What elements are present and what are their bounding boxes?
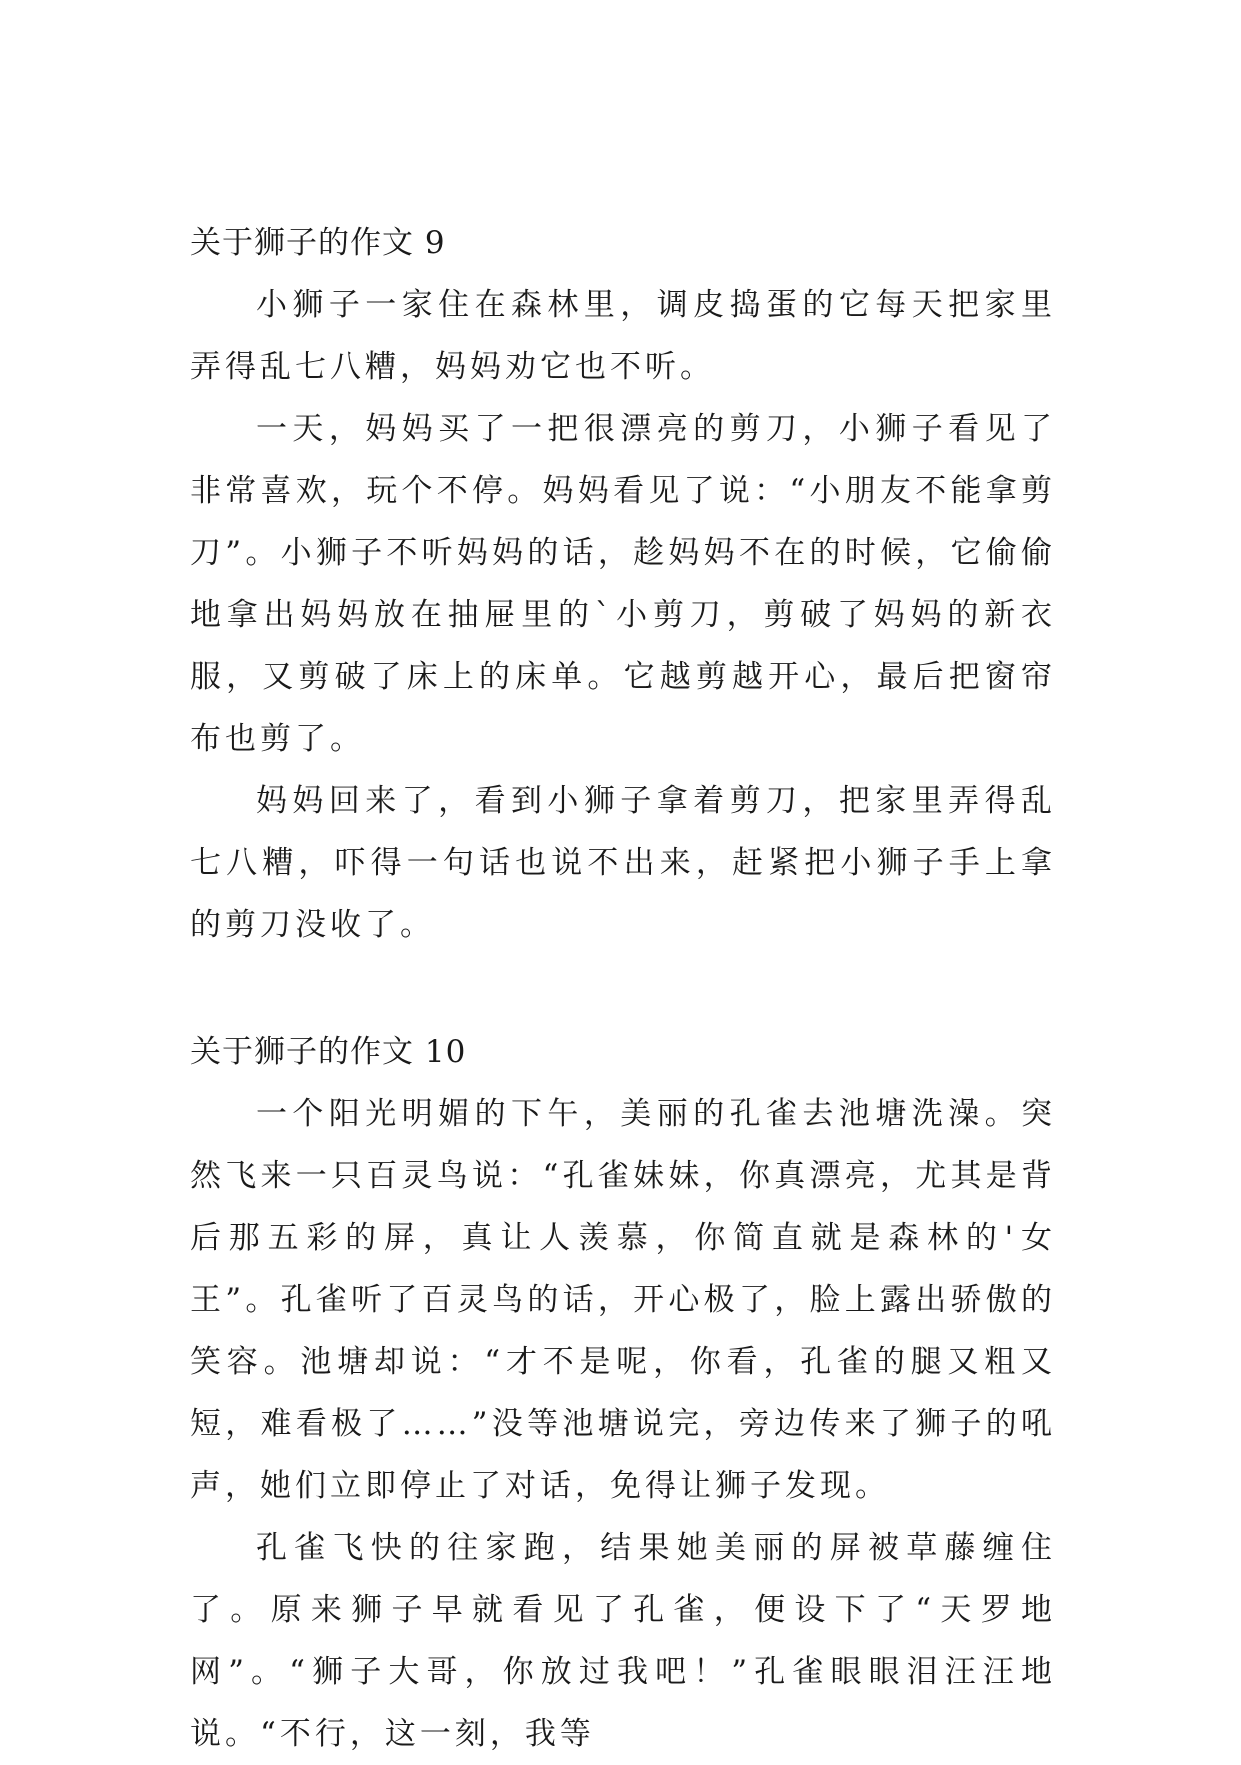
essay-section-10 xyxy=(190,1021,1056,1765)
paragraph: 妈妈回来了，看到小狮子拿着剪刀，把家里弄得乱七八糟，吓得一句话也说不出来，赶紧把小狮子手上拿的剪刀没收了。 xyxy=(190,783,1056,943)
section-title: 关于狮子的作文 9 xyxy=(190,225,446,261)
section-title: 关于狮子的作文 10 xyxy=(190,1034,467,1070)
paragraph: 一天，妈妈买了一把很漂亮的剪刀，小狮子看见了非常喜欢，玩个不停。妈妈看见了说：“小朋友不能拿剪刀”。小狮子不听妈妈的话，趁妈妈不在的时候，它偷偷地拿出妈妈放在抽屉里的`小剪刀，剪破了妈妈的新衣服，又剪破了床上的床单。它越剪越开心，最后把窗帘布也剪了。 xyxy=(190,411,1056,757)
paragraph: 一个阳光明媚的下午，美丽的孔雀去池塘洗澡。突然飞来一只百灵鸟说：“孔雀妹妹，你真漂亮，尤其是背后那五彩的屏，真让人羡慕，你简直就是森林的'女王”。孔雀听了百灵鸟的话，开心极了，脸上露出骄傲的笑容。池塘却说：“才不是呢，你看，孔雀的腿又粗又短，难看极了……”没等池塘说完，旁边传来了狮子的吼声，她们立即停止了对话，免得让狮子发现。 xyxy=(190,1096,1056,1504)
paragraph: 孔雀飞快的往家跑，结果她美丽的屏被草藤缠住了。原来狮子早就看见了孔雀，便设下了“天罗地网”。“狮子大哥，你放过我吧！”孔雀眼眼泪汪汪地说。“不行，这一刻，我等 xyxy=(190,1530,1056,1752)
paragraph: 小狮子一家住在森林里，调皮捣蛋的它每天把家里弄得乱七八糟，妈妈劝它也不听。 xyxy=(190,287,1056,385)
essay-section-9 xyxy=(190,212,1056,956)
document-page xyxy=(190,212,1056,1765)
